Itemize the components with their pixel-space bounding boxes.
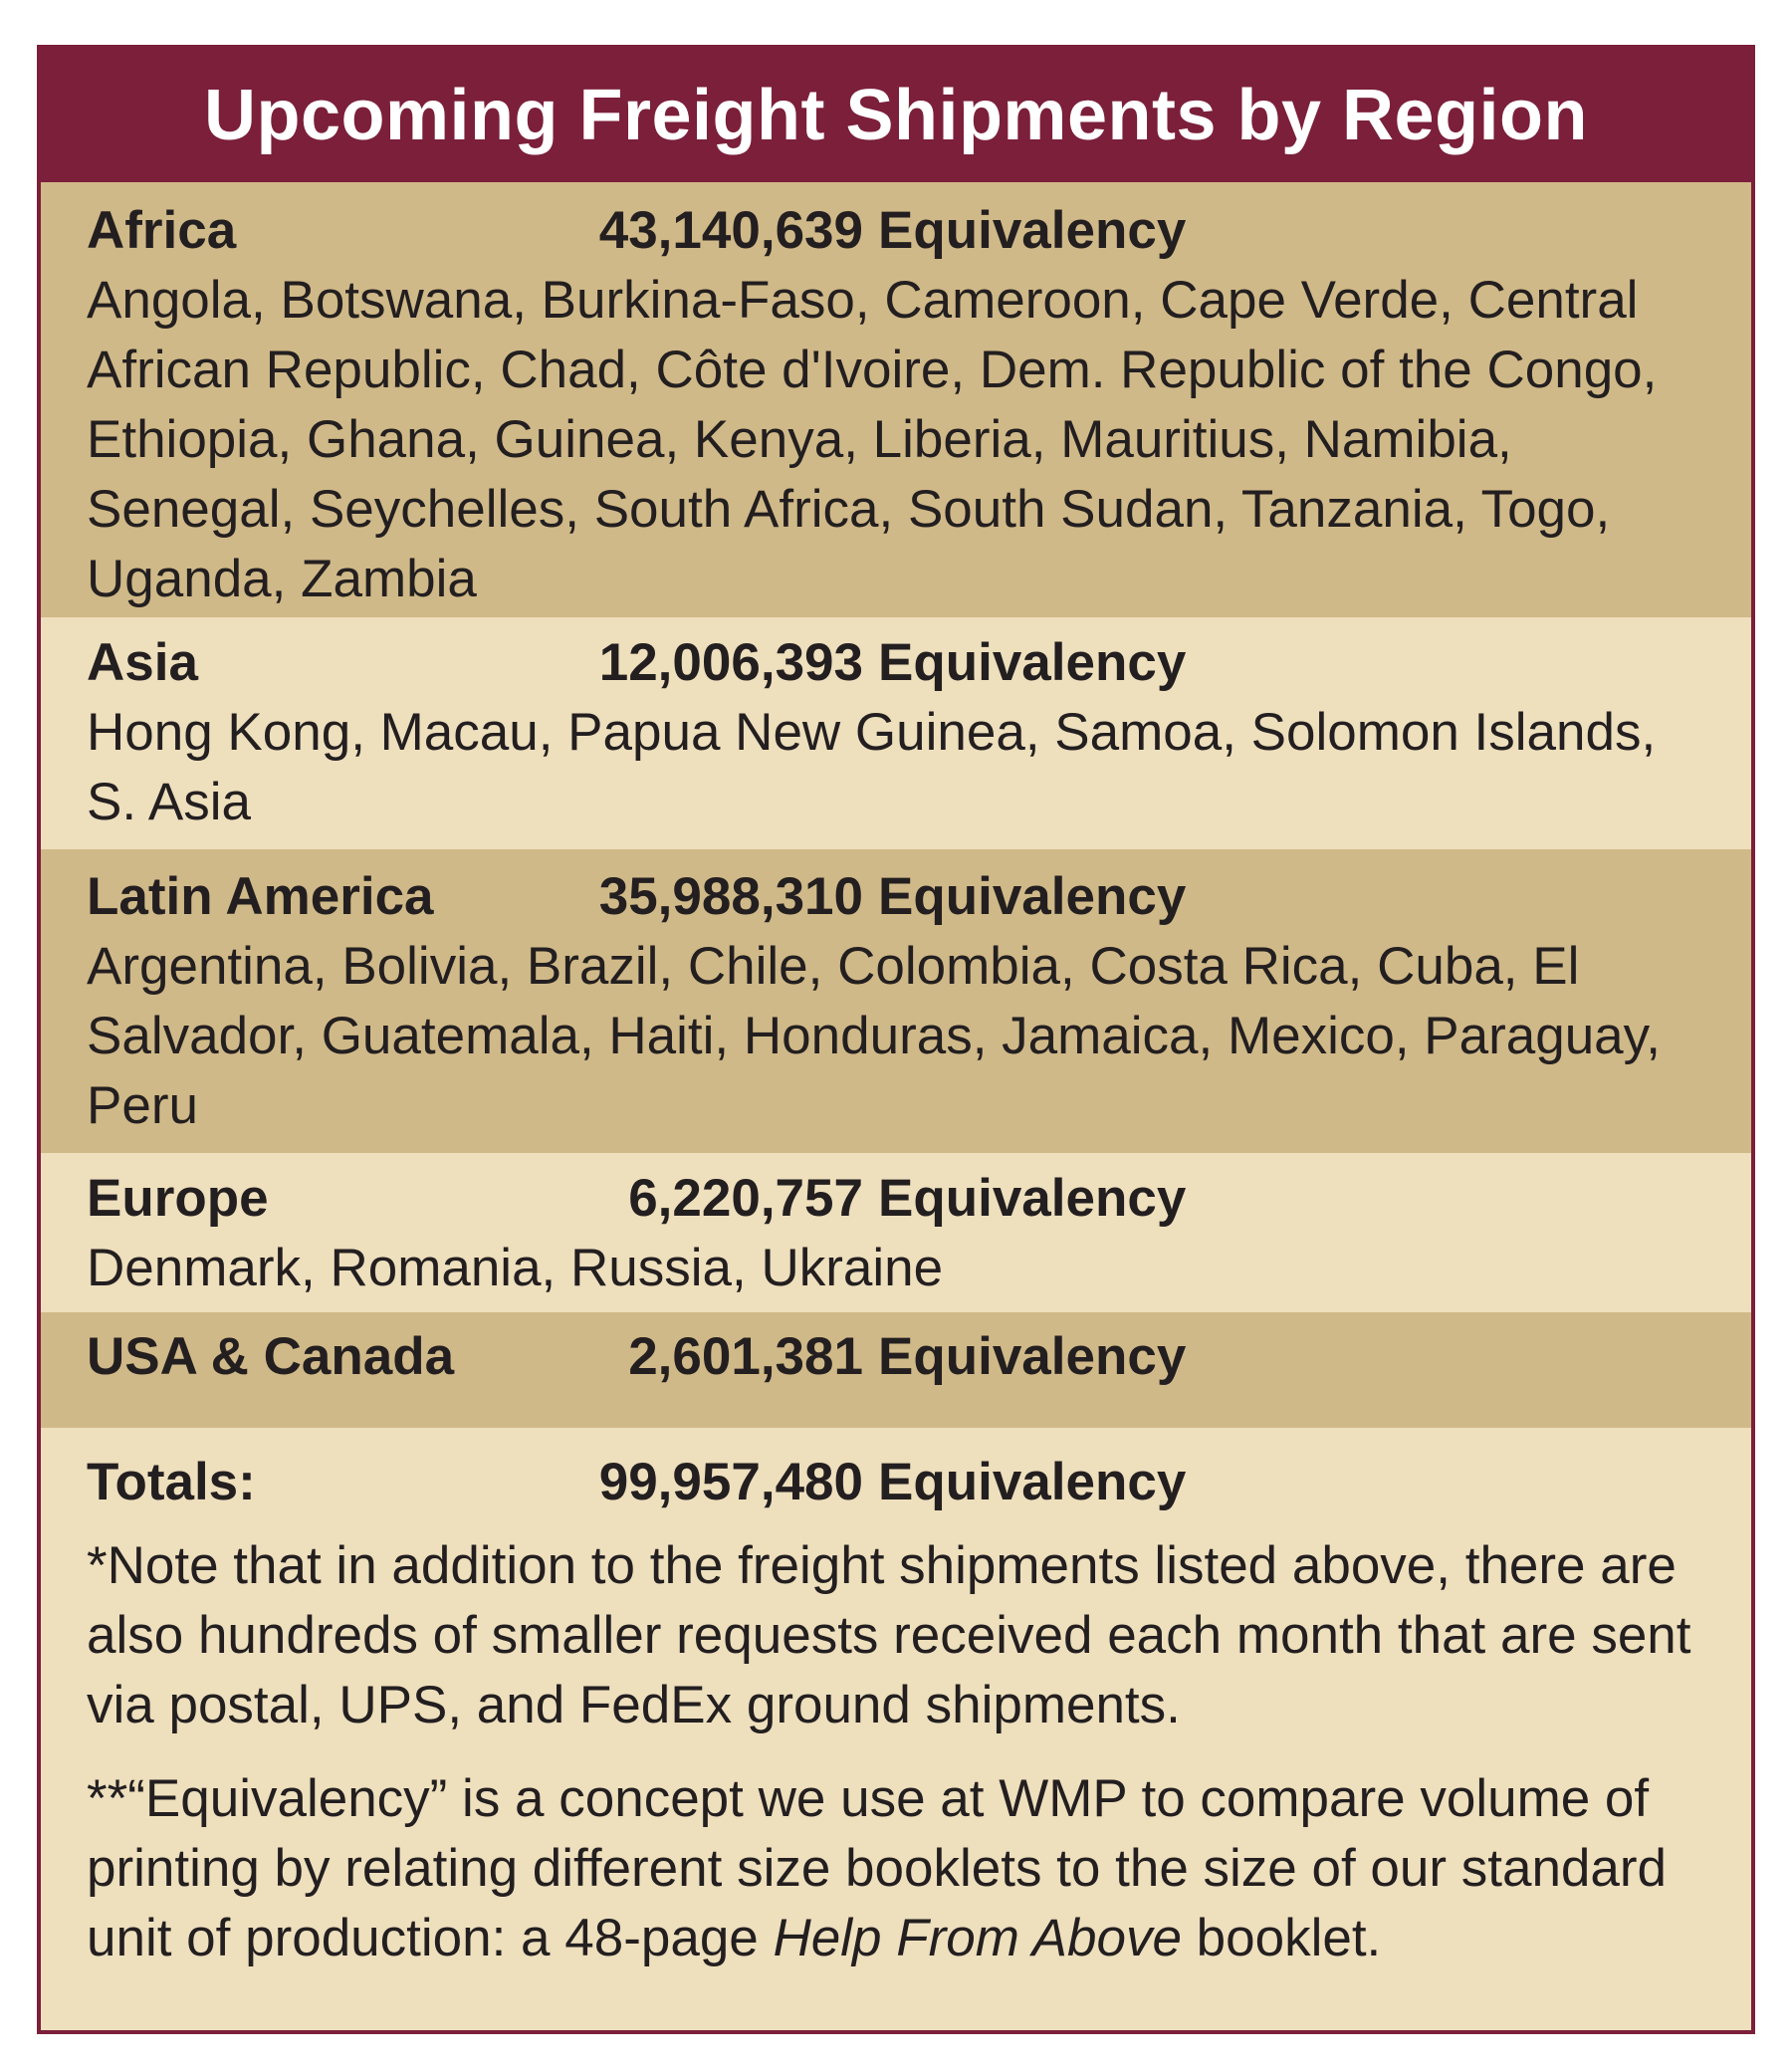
amount-unit: Equivalency bbox=[878, 633, 1187, 692]
region-header bbox=[87, 1164, 1705, 1234]
region-amount bbox=[584, 862, 1222, 932]
region-countries: Argentina, Bolivia, Brazil, Chile, Colombia, Costa Rica, Cuba, El Salvador, Guatemala, Haiti, Honduras, Jamaica, Mexico, Paraguay, Peru bbox=[87, 937, 1661, 1135]
totals-section bbox=[41, 1428, 1751, 1983]
amount-value: 6,220,757 bbox=[628, 1169, 863, 1228]
panel-title: Upcoming Freight Shipments by Region bbox=[41, 49, 1751, 182]
amount-value: 2,601,381 bbox=[628, 1327, 863, 1386]
amount-value: 35,988,310 bbox=[598, 867, 863, 926]
amount-unit: Equivalency bbox=[878, 1453, 1187, 1511]
region-amount bbox=[584, 1322, 1222, 1392]
region-countries: Angola, Botswana, Burkina-Faso, Cameroon, Cape Verde, Central African Republic, Chad, Côte d'Ivoire, Dem. Republic of the Congo, Ethiopia, Ghana, Guinea, Kenya, Liberia, Mauritius, Namibia, Senegal, Seychelles, South Africa, South Sudan, Tanzania, Togo, Uganda, Zambia bbox=[87, 271, 1658, 608]
totals-label: Totals: bbox=[87, 1453, 256, 1511]
amount-value: 99,957,480 bbox=[598, 1453, 863, 1511]
region-africa bbox=[41, 182, 1751, 617]
totals-amount bbox=[584, 1448, 1222, 1517]
amount-unit: Equivalency bbox=[878, 1327, 1187, 1386]
booklet-title: Help From Above bbox=[773, 1909, 1182, 1967]
region-countries: Hong Kong, Macau, Papua New Guinea, Samoa, Solomon Islands, S. Asia bbox=[87, 703, 1657, 831]
equivalency-note-text: **“Equivalency” is a concept we use at WMP to compare volume of printing by relating different size booklets to the size of our standard unit of production: a 48-page bbox=[87, 1769, 1667, 1967]
equivalency-note-end: booklet. bbox=[1181, 1909, 1382, 1967]
region-name: Africa bbox=[87, 201, 237, 260]
region-name: Europe bbox=[87, 1169, 269, 1228]
region-europe bbox=[41, 1153, 1751, 1312]
shipments-panel bbox=[37, 45, 1755, 2034]
region-header bbox=[87, 628, 1705, 698]
region-header bbox=[87, 196, 1705, 266]
equivalency-note bbox=[87, 1764, 1705, 1973]
region-countries: Denmark, Romania, Russia, Ukraine bbox=[87, 1239, 944, 1297]
region-header bbox=[87, 862, 1705, 932]
shipping-note: *Note that in addition to the freight shipments listed above, there are also hundreds of smaller requests received each month that are sent via postal, UPS, and FedEx ground shipments. bbox=[87, 1536, 1691, 1734]
region-asia bbox=[41, 617, 1751, 849]
amount-unit: Equivalency bbox=[878, 1169, 1187, 1228]
region-name: Latin America bbox=[87, 867, 434, 926]
region-name: Asia bbox=[87, 633, 198, 692]
totals-row bbox=[87, 1448, 1705, 1517]
amount-value: 43,140,639 bbox=[598, 201, 863, 260]
amount-unit: Equivalency bbox=[878, 867, 1187, 926]
region-amount bbox=[584, 1164, 1222, 1234]
region-amount bbox=[584, 628, 1222, 698]
region-header bbox=[87, 1322, 1705, 1392]
amount-unit: Equivalency bbox=[878, 201, 1187, 260]
region-usa-canada bbox=[41, 1312, 1751, 1428]
region-amount bbox=[584, 196, 1222, 266]
amount-value: 12,006,393 bbox=[598, 633, 863, 692]
region-latin-america bbox=[41, 849, 1751, 1153]
region-name: USA & Canada bbox=[87, 1327, 455, 1386]
